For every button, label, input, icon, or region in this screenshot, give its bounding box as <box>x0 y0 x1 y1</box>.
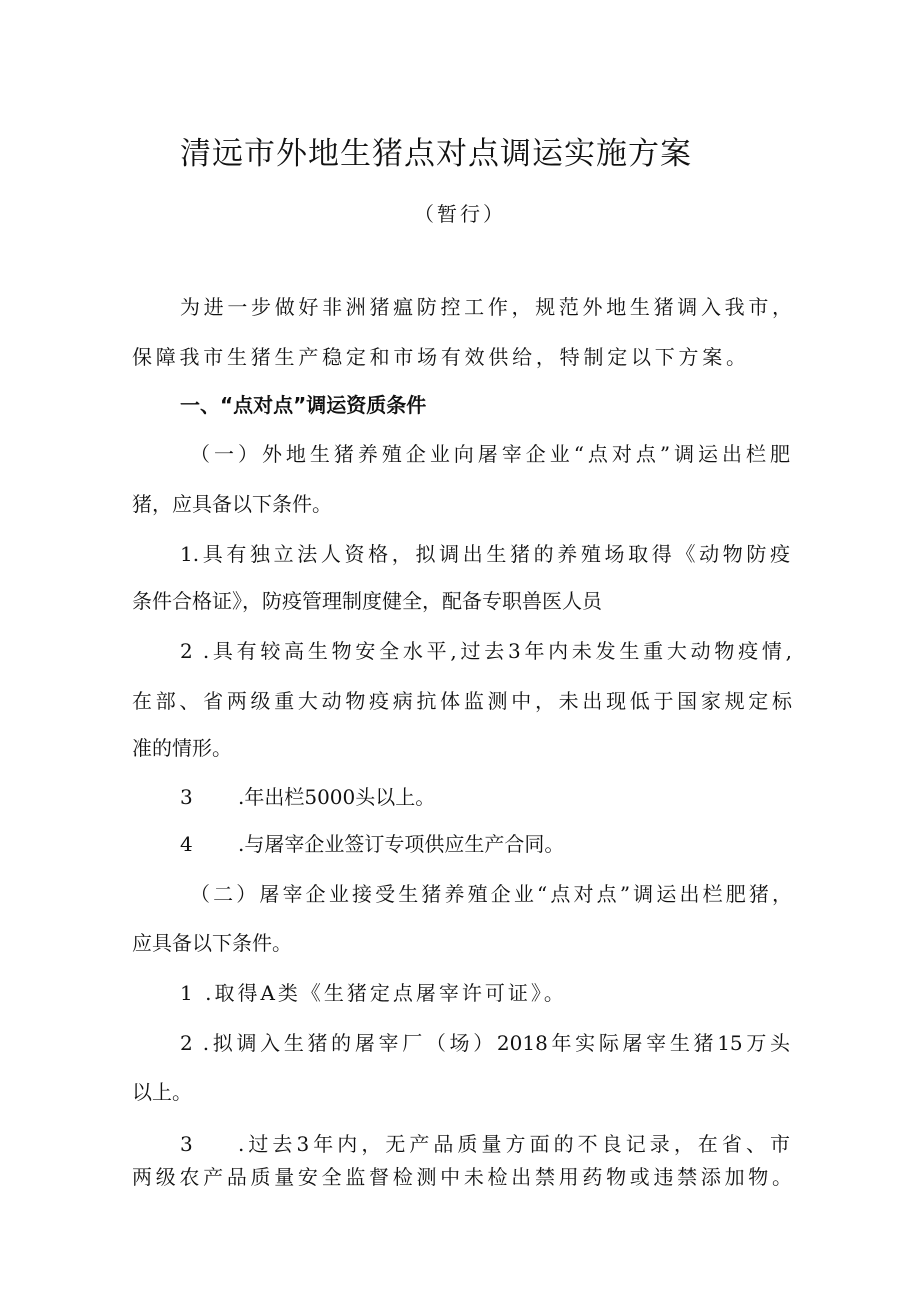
paragraph-line: 2 .具有较高生物安全水平,过去3年内未发生重大动物疫情, <box>180 639 792 663</box>
list-item <box>180 1130 792 1158</box>
list-item <box>180 830 564 858</box>
paragraph-line: 为进一步做好非洲猪瘟防控工作，规范外地生猪调入我市， <box>180 295 792 319</box>
list-text: .过去3年内，无产品质量方面的不良记录，在省、市 <box>238 1132 790 1156</box>
paragraph-line: 1.具有独立法人资格，拟调出生猪的养殖场取得《动物防疫 <box>180 542 790 566</box>
paragraph-line: 在部、省两级重大动物疫病抗体监测中，未出现低于国家规定标 <box>132 689 792 713</box>
paragraph-line: （二）屠宰企业接受生猪养殖企业“点对点”调运出栏肥猪， <box>190 882 792 906</box>
paragraph-line: 保障我市生猪生产稳定和市场有效供给，特制定以下方案。 <box>132 345 746 369</box>
list-number: 3 <box>180 1132 193 1156</box>
paragraph-line: 两级农产品质量安全监督检测中未检出禁用药物或违禁添加物。 <box>132 1165 792 1189</box>
list-text: .年出栏5000头以上。 <box>238 785 436 809</box>
list-item <box>180 783 435 811</box>
paragraph-line: 以上。 <box>132 1080 192 1104</box>
paragraph-line: 猪，应具备以下条件。 <box>132 492 332 516</box>
paragraph-line: 准的情形。 <box>132 736 232 760</box>
list-text: .与屠宰企业签订专项供应生产合同。 <box>238 832 565 856</box>
paragraph-line: （一）外地生猪养殖企业向屠宰企业“点对点”调运出栏肥 <box>190 442 790 466</box>
section-heading: 一、“点对点”调运资质条件 <box>180 393 427 417</box>
document-title: 清远市外地生猪点对点调运实施方案 <box>180 136 692 172</box>
paragraph-line: 2 .拟调入生猪的屠宰厂（场）2018年实际屠宰生猪15万头 <box>180 1031 790 1055</box>
paragraph-line: 1 .取得A类《生猪定点屠宰许可证》。 <box>180 981 567 1005</box>
list-number: 4 <box>180 832 193 856</box>
paragraph-line: 条件合格证》，防疫管理制度健全，配备专职兽医人员 <box>132 589 602 613</box>
list-number: 3 <box>180 785 193 809</box>
document-subtitle: （暂行） <box>414 202 506 226</box>
paragraph-line: 应具备以下条件。 <box>132 931 292 955</box>
